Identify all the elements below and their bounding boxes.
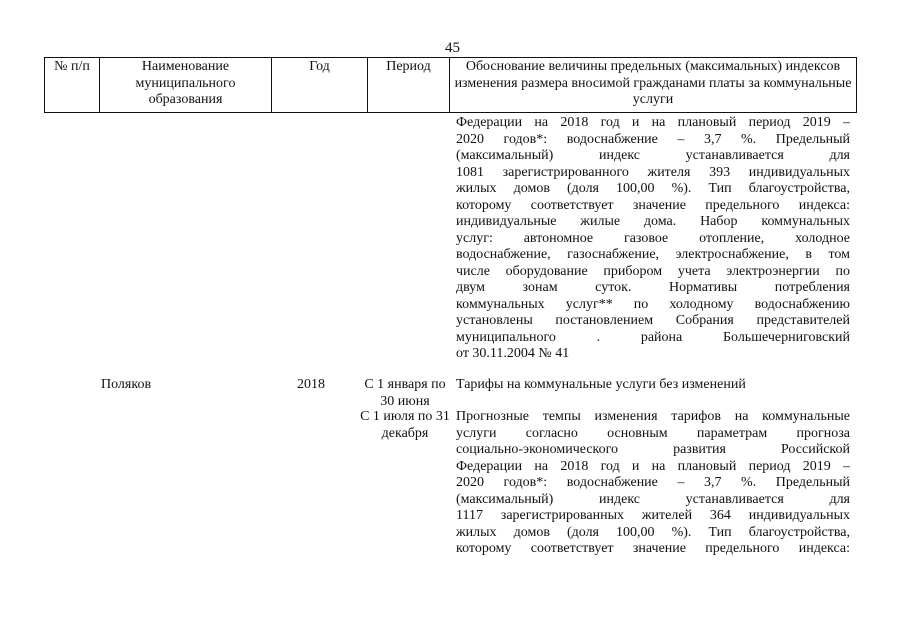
- header-municipality: Наименование муниципального образования: [100, 58, 272, 113]
- text-line: которому соответствует значение предельного индекса:: [456, 197, 850, 213]
- text-line: двум зонам суток. Нормативы потребления: [456, 280, 850, 295]
- text-line: жилых домов (доля 100,00 %). Тип благоустройства,: [456, 524, 850, 540]
- text-line: Федерации на 2018 год и на плановый период 2019 –: [456, 115, 850, 130]
- text-line: Прогнозные темпы изменения тарифов на коммунальные: [456, 409, 850, 424]
- text-line: (максимальный) индекс устанавливается для: [456, 491, 850, 507]
- text-line: от 30.11.2004 № 41: [456, 346, 570, 361]
- header-year: Год: [272, 58, 368, 113]
- justification-forecast: [456, 409, 850, 558]
- page-number: 45: [445, 40, 460, 56]
- text-line: индивидуальные жилые дома. Набор коммунальных: [456, 214, 850, 229]
- text-line: которому соответствует значение предельного индекса:: [456, 541, 850, 556]
- text-line: числе оборудование прибором учета электроэнергии по: [456, 263, 850, 279]
- text-line: коммунальных услуг** по холодному водоснабжению: [456, 296, 850, 312]
- text-line: услуг: автономное газовое отопление, холодное: [456, 230, 850, 246]
- row-year: 2018: [297, 377, 325, 392]
- table-header: [44, 57, 857, 113]
- header-number: № п/п: [45, 58, 100, 113]
- row-municipality: Поляков: [101, 377, 152, 392]
- row-period-first-half: С 1 января по 30 июня: [364, 377, 446, 409]
- table-header-row: [45, 58, 857, 113]
- text-line: жилых домов (доля 100,00 %). Тип благоустройства,: [456, 181, 850, 196]
- text-line: водоснабжение, газоснабжение, электроснабжение, в том: [456, 247, 850, 262]
- text-line: 2020 годов*: водоснабжение – 3,7 %. Предельный: [456, 131, 850, 147]
- header-justification: Обоснование величины предельных (максимальных) индексов изменения размера вносимой гражданами платы за коммунальные услуги: [450, 58, 857, 113]
- justification-continuation: [456, 115, 850, 363]
- justification-no-change: Тарифы на коммунальные услуги без изменений: [456, 377, 746, 392]
- text-line: установлены постановлением Собрания представителей: [456, 313, 850, 328]
- header-period: Период: [368, 58, 450, 113]
- text-line: 1117 зарегистрированных жителей 364 индивидуальных: [456, 508, 850, 523]
- text-line: муниципального . района Большечерниговский: [456, 329, 850, 345]
- text-line: социально-экономического развития Российской: [456, 442, 850, 457]
- text-line: услуги согласно основным параметрам прогноза: [456, 425, 850, 441]
- row-period-second-half: С 1 июля по 31 декабря: [360, 409, 450, 441]
- text-line: 2020 годов*: водоснабжение – 3,7 %. Предельный: [456, 475, 850, 490]
- text-line: 1081 зарегистрированного жителя 393 индивидуальных: [456, 164, 850, 180]
- text-line: (максимальный) индекс устанавливается для: [456, 148, 850, 163]
- text-line: Федерации на 2018 год и на плановый период 2019 –: [456, 458, 850, 474]
